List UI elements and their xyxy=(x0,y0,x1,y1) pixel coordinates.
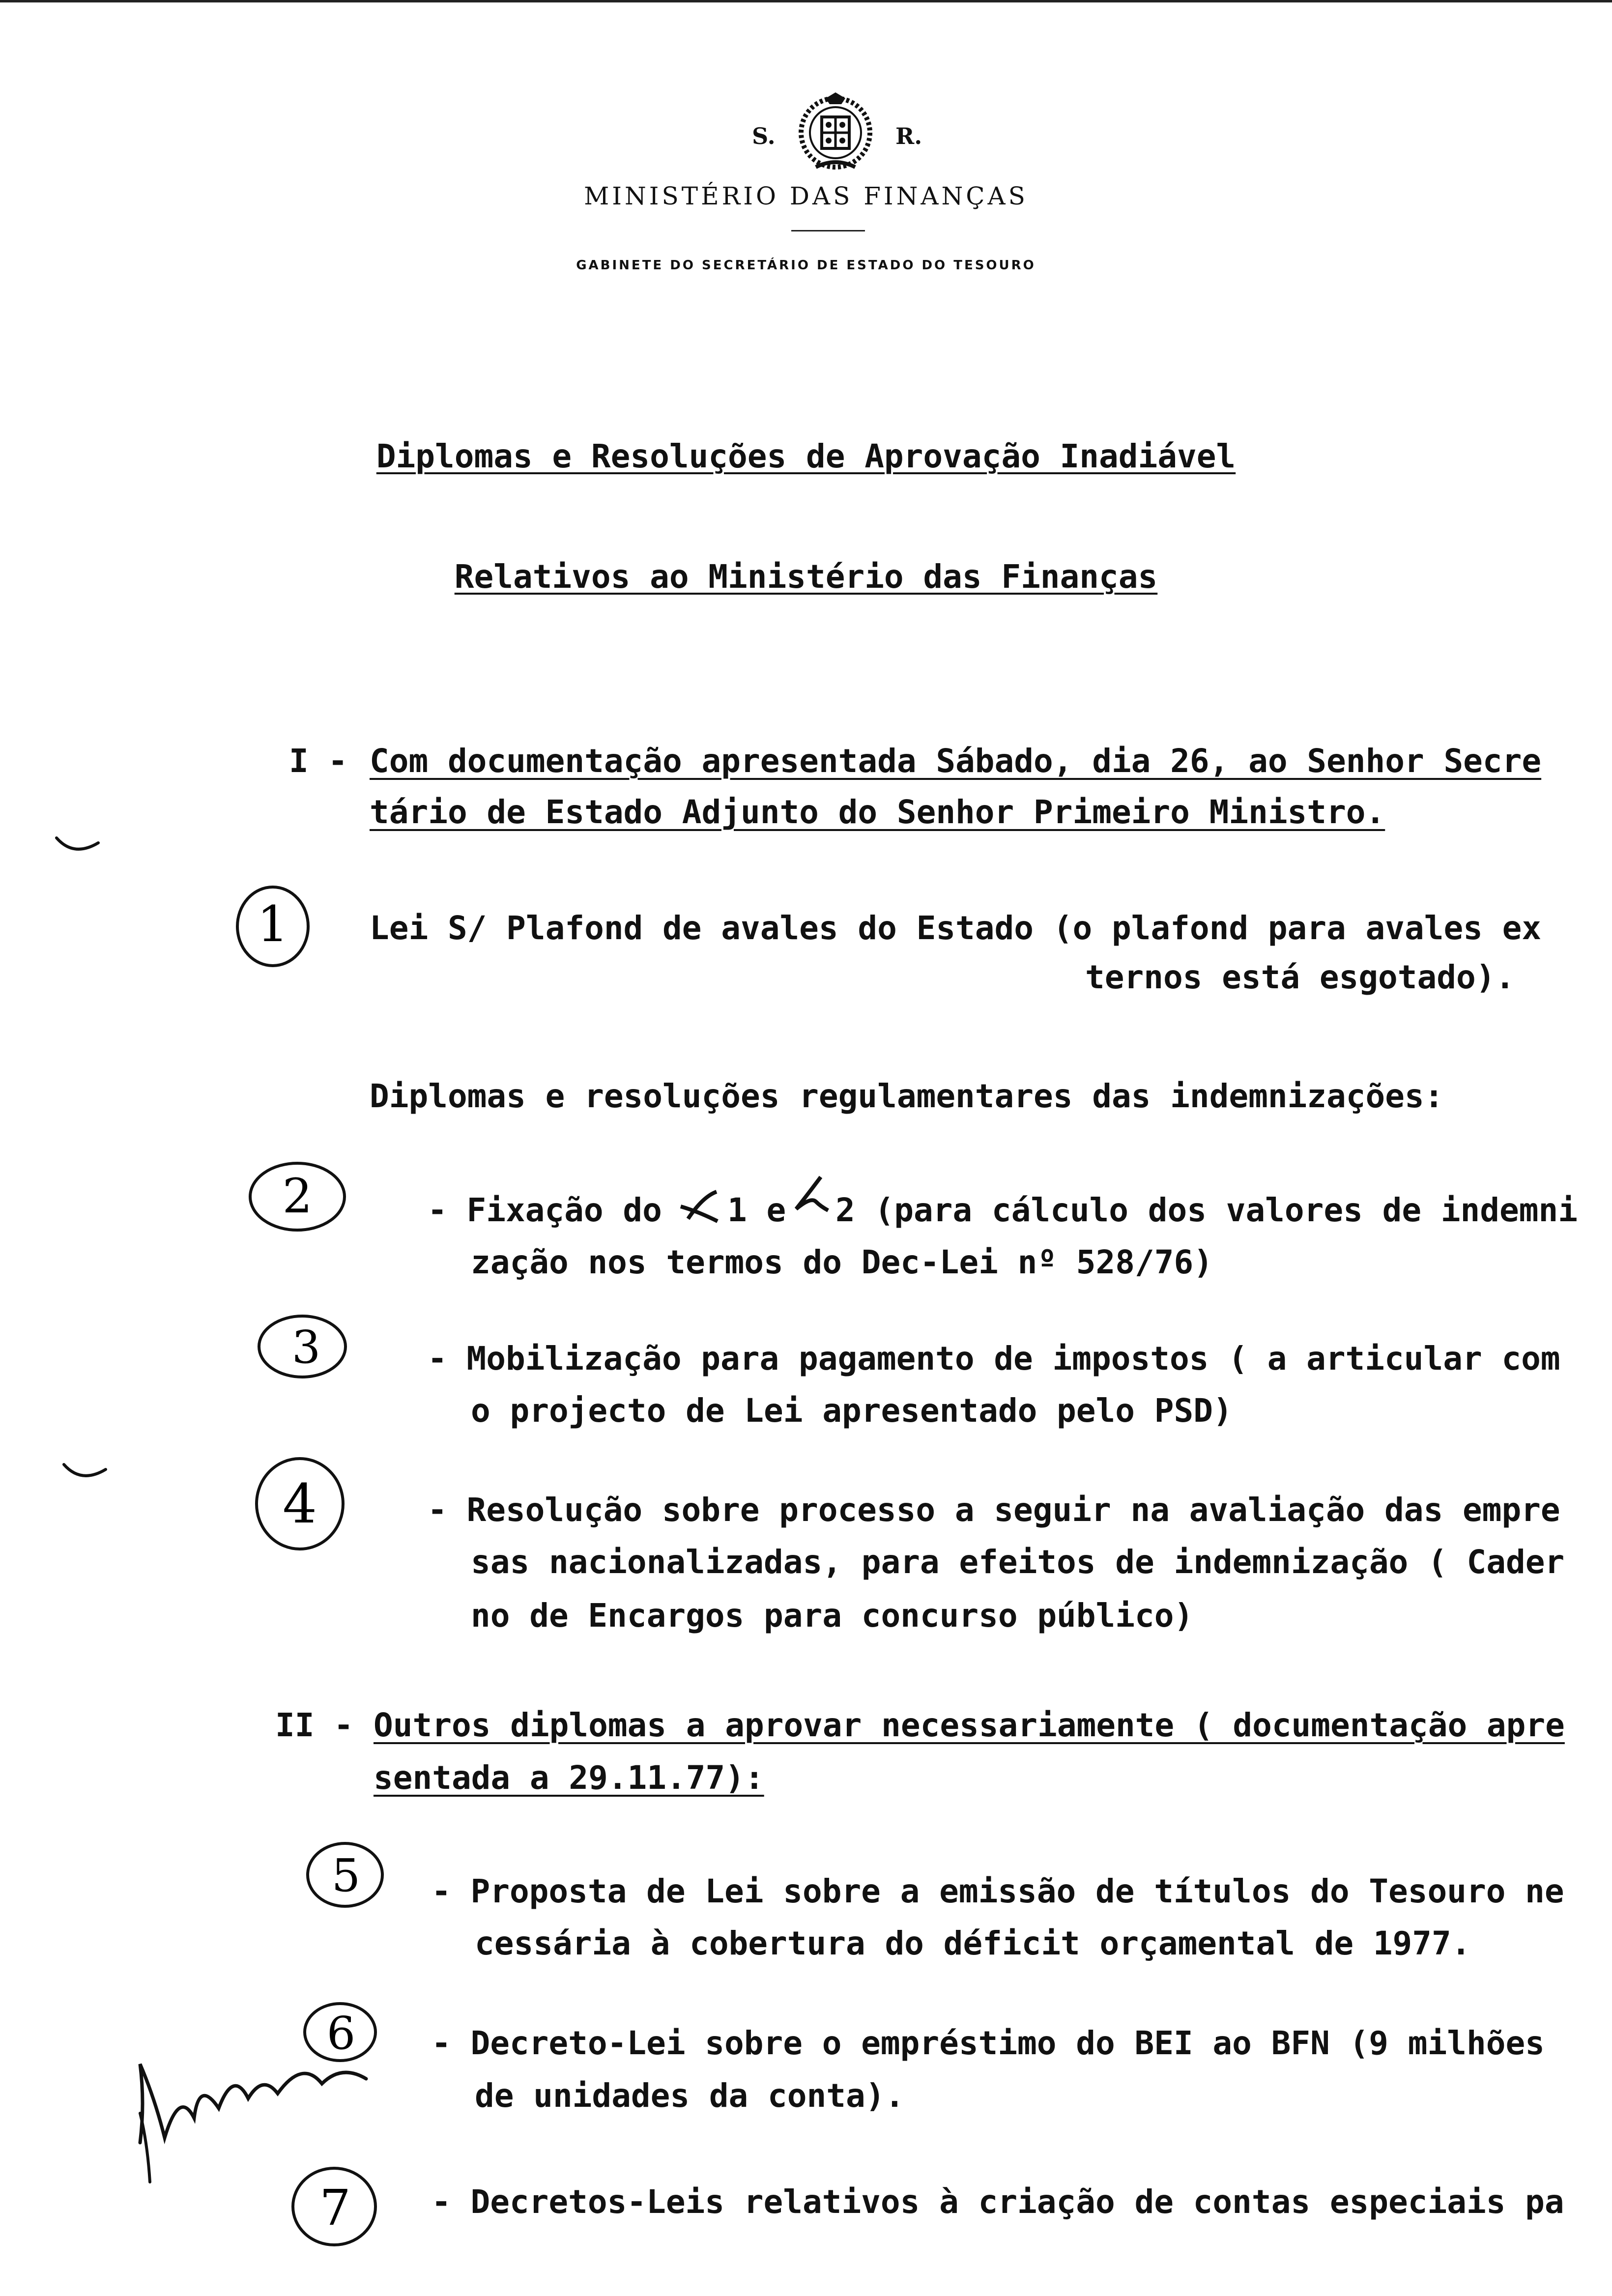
item-3-line-2: o projecto de Lei apresentado pelo PSD) xyxy=(471,1392,1233,1430)
seal-left-letter: S. xyxy=(752,123,776,149)
item-1-line-1: Lei S/ Plafond de avales do Estado (o plafond para avales ex xyxy=(370,909,1542,947)
page-top-edge xyxy=(0,0,1612,2)
handwritten-circle-icon xyxy=(253,1310,351,1383)
item-6-line-1: - Decreto-Lei sobre o empréstimo do BEI ao BFN (9 milhões xyxy=(432,2024,1545,2062)
item-1-line-2: ternos está esgotado). xyxy=(1085,958,1515,996)
margin-mark-icon xyxy=(54,831,103,860)
item-4-line-1: - Resolução sobre processo a seguir na avaliação das empre xyxy=(428,1491,1560,1529)
title-line-2: Relativos ao Ministério das Finanças xyxy=(454,558,1158,596)
item-5-number: 5 xyxy=(331,1849,361,1902)
handwritten-circle-icon xyxy=(285,2160,383,2253)
item-3-circled-number xyxy=(253,1310,351,1383)
item-2-line-1-part-b: 1 e xyxy=(727,1191,786,1229)
item-5-line-2: cessária à cobertura do déficit orçamental de 1977. xyxy=(475,1924,1471,1962)
section-2-heading-line-2: sentada a 29.11.77): xyxy=(374,1759,764,1797)
item-4-line-3: no de Encargos para concurso público) xyxy=(471,1597,1194,1635)
item-1-circled-number xyxy=(231,880,315,973)
seal-right-letter: R. xyxy=(895,123,922,149)
item-3-line-1: - Mobilização para pagamento de impostos ( a articular com xyxy=(428,1340,1560,1378)
alpha-2-symbol-icon xyxy=(786,1172,831,1221)
item-4-number: 4 xyxy=(283,1472,317,1535)
item-2-line-1-part-c: 2 (para cálculo dos valores de indemni xyxy=(835,1191,1578,1229)
item-4-circled-number xyxy=(251,1455,349,1553)
section-1-heading-line-1: Com documentação apresentada Sábado, dia 26, ao Senhor Secre xyxy=(370,742,1542,780)
margin-mark-icon xyxy=(61,1457,111,1487)
item-7-circled-number xyxy=(285,2160,383,2253)
handwritten-circle-icon xyxy=(301,1838,389,1912)
item-4-line-2: sas nacionalizadas, para efeitos de indemnização ( Cader xyxy=(471,1543,1565,1581)
section-1-roman: I - xyxy=(289,742,348,780)
section-1-heading-line-2: tário de Estado Adjunto do Senhor Primeiro Ministro. xyxy=(370,793,1385,831)
section-2-heading-line-1: Outros diplomas a aprovar necessariamente ( documentação apre xyxy=(374,1706,1565,1744)
handwritten-circle-icon xyxy=(243,1157,351,1236)
handwritten-circle-icon xyxy=(231,880,315,973)
item-5-line-1: - Proposta de Lei sobre a emissão de títulos do Tesouro ne xyxy=(432,1872,1564,1910)
ministry-name: MINISTÉRIO DAS FINANÇAS xyxy=(584,182,1028,210)
item-3-number: 3 xyxy=(291,1321,321,1374)
letterhead-divider xyxy=(791,230,865,231)
handwritten-circle-icon xyxy=(251,1455,349,1553)
cabinet-name: GABINETE DO SECRETÁRIO DE ESTADO DO TESOURO xyxy=(576,258,1036,273)
item-5-circled-number xyxy=(301,1838,389,1912)
alpha-1-symbol-icon xyxy=(673,1177,722,1226)
item-6-number: 6 xyxy=(326,2007,356,2060)
item-6-line-2: de unidades da conta). xyxy=(475,2077,905,2115)
document-title xyxy=(0,437,1612,475)
title-line-1: Diplomas e Resoluções de Aprovação Inadiável xyxy=(376,437,1236,475)
letterhead-seal xyxy=(737,88,934,177)
indemnity-subheading: Diplomas e resoluções regulamentares das indemnizações: xyxy=(370,1077,1444,1115)
item-2-line-1-part-a: - Fixação do xyxy=(428,1191,662,1229)
item-2-number: 2 xyxy=(282,1169,313,1224)
coat-of-arms-icon xyxy=(786,88,885,177)
item-7-line-1: - Decretos-Leis relativos à criação de contas especiais pa xyxy=(432,2183,1564,2221)
item-7-number: 7 xyxy=(319,2179,351,2237)
item-1-number: 1 xyxy=(257,895,288,953)
item-2-line-2: zação nos termos do Dec-Lei nº 528/76) xyxy=(471,1243,1213,1281)
section-2-roman: II - xyxy=(275,1706,353,1744)
document-subtitle xyxy=(0,558,1612,596)
item-2-circled-number xyxy=(243,1157,351,1236)
